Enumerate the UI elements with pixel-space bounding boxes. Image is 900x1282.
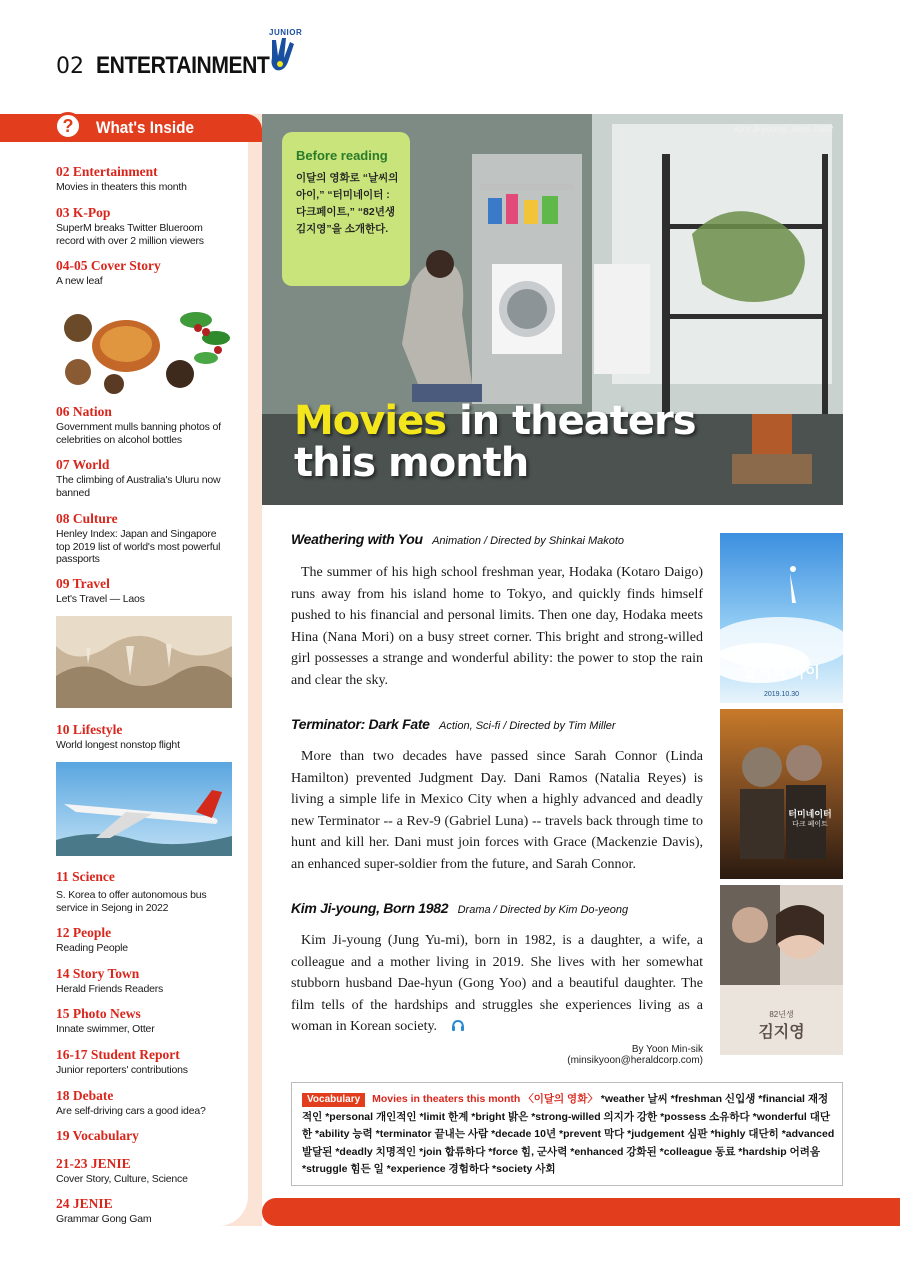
toc-desc: Innate swimmer, Otter: [56, 1023, 155, 1035]
toc-desc: Junior reporters' contributions: [56, 1064, 188, 1076]
kim-ji-young-poster: [720, 885, 843, 1055]
byline: By Yoon Min-sik (minsikyoon@heraldcorp.com): [567, 1044, 703, 1066]
toc-title: 11 Science: [56, 869, 115, 884]
toc-desc: Are self-driving cars a good idea?: [56, 1105, 206, 1117]
tea-image: [56, 298, 232, 394]
toc-desc: SuperM breaks Twitter Blueroom record with over 2 million viewers: [56, 222, 204, 247]
toc-title: 19 Vocabulary: [56, 1128, 139, 1143]
toc-title: 10 Lifestyle: [56, 722, 123, 737]
article-genre: Drama / Directed by Kim Do-yeong: [457, 904, 629, 916]
toc-desc: Reading People: [56, 942, 128, 954]
weathering-poster: [720, 533, 843, 703]
toc-item[interactable]: [56, 1196, 232, 1226]
toc-title: 08 Culture: [56, 511, 118, 526]
toc-item[interactable]: [56, 576, 232, 606]
poster-title: 날씨의 아이: [743, 664, 820, 681]
toc-title: 24 JENIE: [56, 1196, 113, 1211]
toc-title: 16-17 Student Report: [56, 1047, 180, 1062]
toc-item[interactable]: [56, 1006, 232, 1036]
before-reading-text: 이달의 영화로 “날씨의 아이,” “터미네이터 : 다크페이트,” “82년생 김지영”을 소개한다.: [296, 172, 399, 235]
toc-item[interactable]: [56, 722, 232, 752]
toc-desc: Cover Story, Culture, Science: [56, 1173, 188, 1185]
airplane-image: [56, 762, 232, 856]
toc-item[interactable]: [56, 1128, 232, 1144]
hero-title: [294, 400, 696, 484]
terminator-poster: [720, 709, 843, 879]
toc-desc: Henley Index: Japan and Singapore top 2019 list of world's most powerful passports: [56, 528, 221, 565]
toc-title: 15 Photo News: [56, 1006, 141, 1021]
article-genre: Action, Sci-fi / Directed by Tim Miller: [439, 720, 616, 732]
toc-item[interactable]: [56, 1088, 232, 1118]
toc-item[interactable]: [56, 164, 232, 194]
toc-title: 14 Story Town: [56, 966, 140, 981]
toc-desc: Let's Travel — Laos: [56, 593, 145, 605]
toc-item[interactable]: [56, 966, 232, 996]
page-header: [56, 38, 293, 78]
toc-desc: Movies in theaters this month: [56, 181, 187, 193]
toc-item[interactable]: [56, 1156, 232, 1186]
toc-desc: A new leaf: [56, 275, 103, 287]
article-body: The summer of his high school freshman year, Hodaka (Kotaro Daigo) runs away from his island home to Tokyo, and quickly finds himself pushed to his financial and personal limits. Then one day, Hodaka meets Hina (Nana Mori) on a busy street corner. This bright and strong-willed girl possesses a strange and wonderful ability: the power to stop the rain and clear the sky.: [291, 565, 703, 688]
toc-desc: Herald Friends Readers: [56, 983, 164, 995]
before-reading-title: Before reading: [296, 148, 388, 163]
toc-title: 21-23 JENIE: [56, 1156, 131, 1171]
question-icon: ?: [54, 112, 82, 140]
section-title: ENTERTAINMENT: [96, 52, 270, 79]
toc-desc: The climbing of Australia's Uluru now banned: [56, 474, 221, 499]
poster-subtitle: 82년생: [769, 1010, 794, 1019]
vocabulary-heading: Movies in theaters this month 〈이달의 영화〉: [372, 1093, 598, 1105]
toc-title: 07 World: [56, 457, 110, 472]
toc-desc: Government mulls banning photos of celebrities on alcohol bottles: [56, 421, 221, 446]
logo-text: JUNIOR: [269, 28, 303, 37]
hero-title-line2: this month: [294, 440, 529, 486]
toc-title: 03 K-Pop: [56, 205, 111, 220]
article-title: Kim Ji-young, Born 1982: [291, 900, 449, 916]
poster-title: 김지영: [758, 1024, 805, 1041]
toc-item[interactable]: [56, 1047, 232, 1077]
poster-title: 터미네이터: [788, 809, 832, 819]
article-heading: [291, 531, 624, 547]
toc-item[interactable]: [56, 511, 232, 566]
toc-title: 06 Nation: [56, 404, 112, 419]
poster-subtitle: 다크 페이트: [792, 821, 828, 828]
toc-title: 02 Entertainment: [56, 164, 158, 179]
vocabulary-tag: Vocabulary: [302, 1093, 365, 1107]
headphones-icon: [441, 1017, 455, 1029]
article-title: Weathering with You: [291, 531, 423, 547]
cave-image: [56, 616, 232, 708]
poster-date: 2019.10.30: [763, 691, 800, 698]
article-heading: [291, 900, 628, 916]
toc-item[interactable]: [56, 258, 232, 288]
article-body: More than two decades have passed since Sarah Connor (Linda Hamilton) prevented Judgment Day. Dani Ramos (Natalia Reyes) is living a simple life in Mexico City when a highly advanced and deadly new Terminator -- a Rev-9 (Gabriel Luna) -- travels back through time to hunt and kill her. Dani must join forces with Grace (Mackenzie Davis), an enhanced super-soldier from the future, and Sarah Connor.: [291, 749, 703, 872]
hero-title-rest: in theaters: [446, 398, 696, 444]
vocabulary-content: [302, 1091, 836, 1179]
article-heading: [291, 716, 616, 732]
article-title: Terminator: Dark Fate: [291, 716, 430, 732]
toc-title: 04-05 Cover Story: [56, 258, 161, 273]
photo-credit: Kim Ji-young, Born 1982: [734, 124, 833, 134]
toc-item[interactable]: [56, 205, 232, 247]
toc-title: 12 People: [56, 925, 112, 940]
bottom-accent-bar: [262, 1198, 900, 1226]
page-number: 02: [56, 54, 84, 79]
article-body: [291, 930, 703, 1038]
toc-item[interactable]: [56, 925, 232, 955]
toc-item[interactable]: [56, 869, 232, 914]
whats-inside-heading: What's Inside: [96, 118, 195, 137]
toc-desc: Grammar Gong Gam: [56, 1213, 152, 1225]
toc-title: 18 Debate: [56, 1088, 114, 1103]
junior-logo: [262, 28, 302, 74]
toc-desc: World longest nonstop flight: [56, 739, 180, 751]
article-body-text: Kim Ji-young (Jung Yu-mi), born in 1982, is a daughter, a wife, a colleague and a mother living in 2019. She lives with her somewhat stubborn husband Dae-hyun (Gong Yoo) and a beautiful daughter. The film tells of the hardships and struggles she experiences living as a woman in Korean society.: [291, 933, 703, 1034]
vocabulary-text: *weather 날씨 *freshman 신입생 *financial 재정적인 *personal 개인적인 *limit 한계 *bright 밝은 *strong-willed 의지가 강한 *possess 소유하다 *wonderful 대단한 *ability 능력 *terminator 끝내는 사람 *decade 10년 *prevent 막다 *judgement 심판 *highly 대단히 *advanced 발달된 *deadly 치명적인 *join 합류하다 *force 힘, 군사력 *enhanced 강화된 *colleague 동료 *hardship 어려움 *struggle 힘든 일 *experience 경험하다 *society 사회: [302, 1093, 835, 1175]
toc-item[interactable]: [56, 404, 232, 446]
article-genre: Animation / Directed by Shinkai Makoto: [432, 535, 625, 547]
toc-desc: S. Korea to offer autonomous bus service in Sejong in 2022: [56, 889, 207, 914]
toc-item[interactable]: [56, 457, 232, 499]
toc-title: 09 Travel: [56, 576, 110, 591]
hero-title-highlight: Movies: [294, 398, 447, 444]
vocabulary-box: [291, 1082, 843, 1186]
